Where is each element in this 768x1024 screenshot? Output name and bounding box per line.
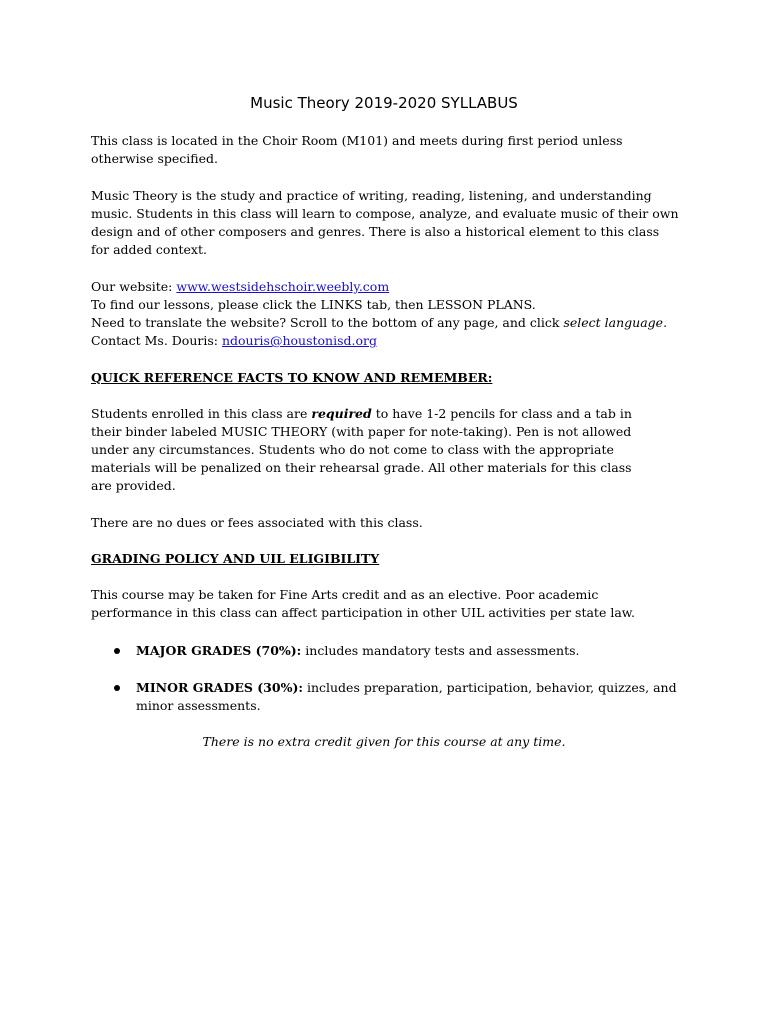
list-item (110, 642, 690, 660)
required-emphasis: required (311, 406, 372, 421)
location-line-2: otherwise specified. (91, 151, 218, 166)
materials-line-1-end: to have 1-2 pencils for class and a tab in (371, 406, 632, 421)
no-extra-credit-note: There is no extra credit given for this course at any time. (202, 734, 566, 749)
materials-line-4: materials will be penalized on their rehearsal grade. All other materials for this class (91, 460, 632, 475)
minor-grades-percent: (30%): (252, 680, 303, 695)
grading-intro-paragraph (91, 586, 691, 622)
select-language-text: select language (563, 315, 664, 330)
list-item (110, 679, 690, 715)
grades-list (110, 642, 690, 660)
website-line (91, 278, 691, 296)
translate-end: . (663, 315, 668, 330)
description-paragraph (91, 187, 691, 259)
major-grades-label: MAJOR GRADES (70%): (136, 643, 302, 658)
materials-line-1 (91, 405, 691, 423)
quick-reference-heading: QUICK REFERENCE FACTS TO KNOW AND REMEMBER: (91, 370, 493, 385)
description-line-2: music. Students in this class will learn to compose, analyze, and evaluate music of their own (91, 206, 679, 221)
minor-grades-text: includes preparation, participation, behavior, quizzes, and (302, 680, 677, 695)
contact-label: Contact Ms. Douris: (91, 333, 222, 348)
location-paragraph (91, 132, 691, 168)
major-grades-text: includes mandatory tests and assessments. (301, 643, 580, 658)
grading-heading: GRADING POLICY AND UIL ELIGIBILITY (91, 551, 380, 566)
contact-line (91, 332, 691, 350)
location-line-1: This class is located in the Choir Room (M101) and meets during first period unless (91, 133, 623, 148)
grades-list-minor (110, 679, 690, 715)
materials-line-2: their binder labeled MUSIC THEORY (with paper for note-taking). Pen is not allowed (91, 424, 632, 439)
minor-grades-label: MINOR GRADES (136, 680, 253, 695)
bullet-icon (114, 685, 120, 691)
website-label: Our website: (91, 279, 177, 294)
translate-text: Need to translate the website? Scroll to the bottom of any page, and click (91, 315, 564, 330)
description-line-3: design and of other composers and genres. There is also a historical element to this class (91, 224, 660, 239)
materials-line-3: under any circumstances. Students who do not come to class with the appropriate (91, 442, 614, 457)
contact-paragraph (91, 278, 691, 350)
bullet-icon (114, 648, 120, 654)
materials-paragraph (91, 405, 691, 495)
lessons-line: To find our lessons, please click the LINKS tab, then LESSON PLANS. (91, 297, 536, 312)
grading-intro-line-2: performance in this class can affect participation in other UIL activities per state law. (91, 605, 635, 620)
grading-intro-line-1: This course may be taken for Fine Arts credit and as an elective. Poor academic (91, 587, 599, 602)
materials-line-1-start: Students enrolled in this class are (91, 406, 312, 421)
minor-grades-text-line-2: minor assessments. (136, 698, 261, 713)
page-title: Music Theory 2019-2020 SYLLABUS (250, 94, 518, 112)
email-link[interactable]: ndouris@houstonisd.org (221, 333, 378, 348)
website-link[interactable]: www.westsidehschoir.weebly.com (176, 279, 390, 294)
description-line-4: for added context. (91, 242, 207, 257)
translate-line (91, 314, 691, 332)
materials-line-5: are provided. (91, 478, 176, 493)
description-line-1: Music Theory is the study and practice of writing, reading, listening, and understanding (91, 188, 652, 203)
fees-paragraph: There are no dues or fees associated with this class. (91, 515, 423, 530)
